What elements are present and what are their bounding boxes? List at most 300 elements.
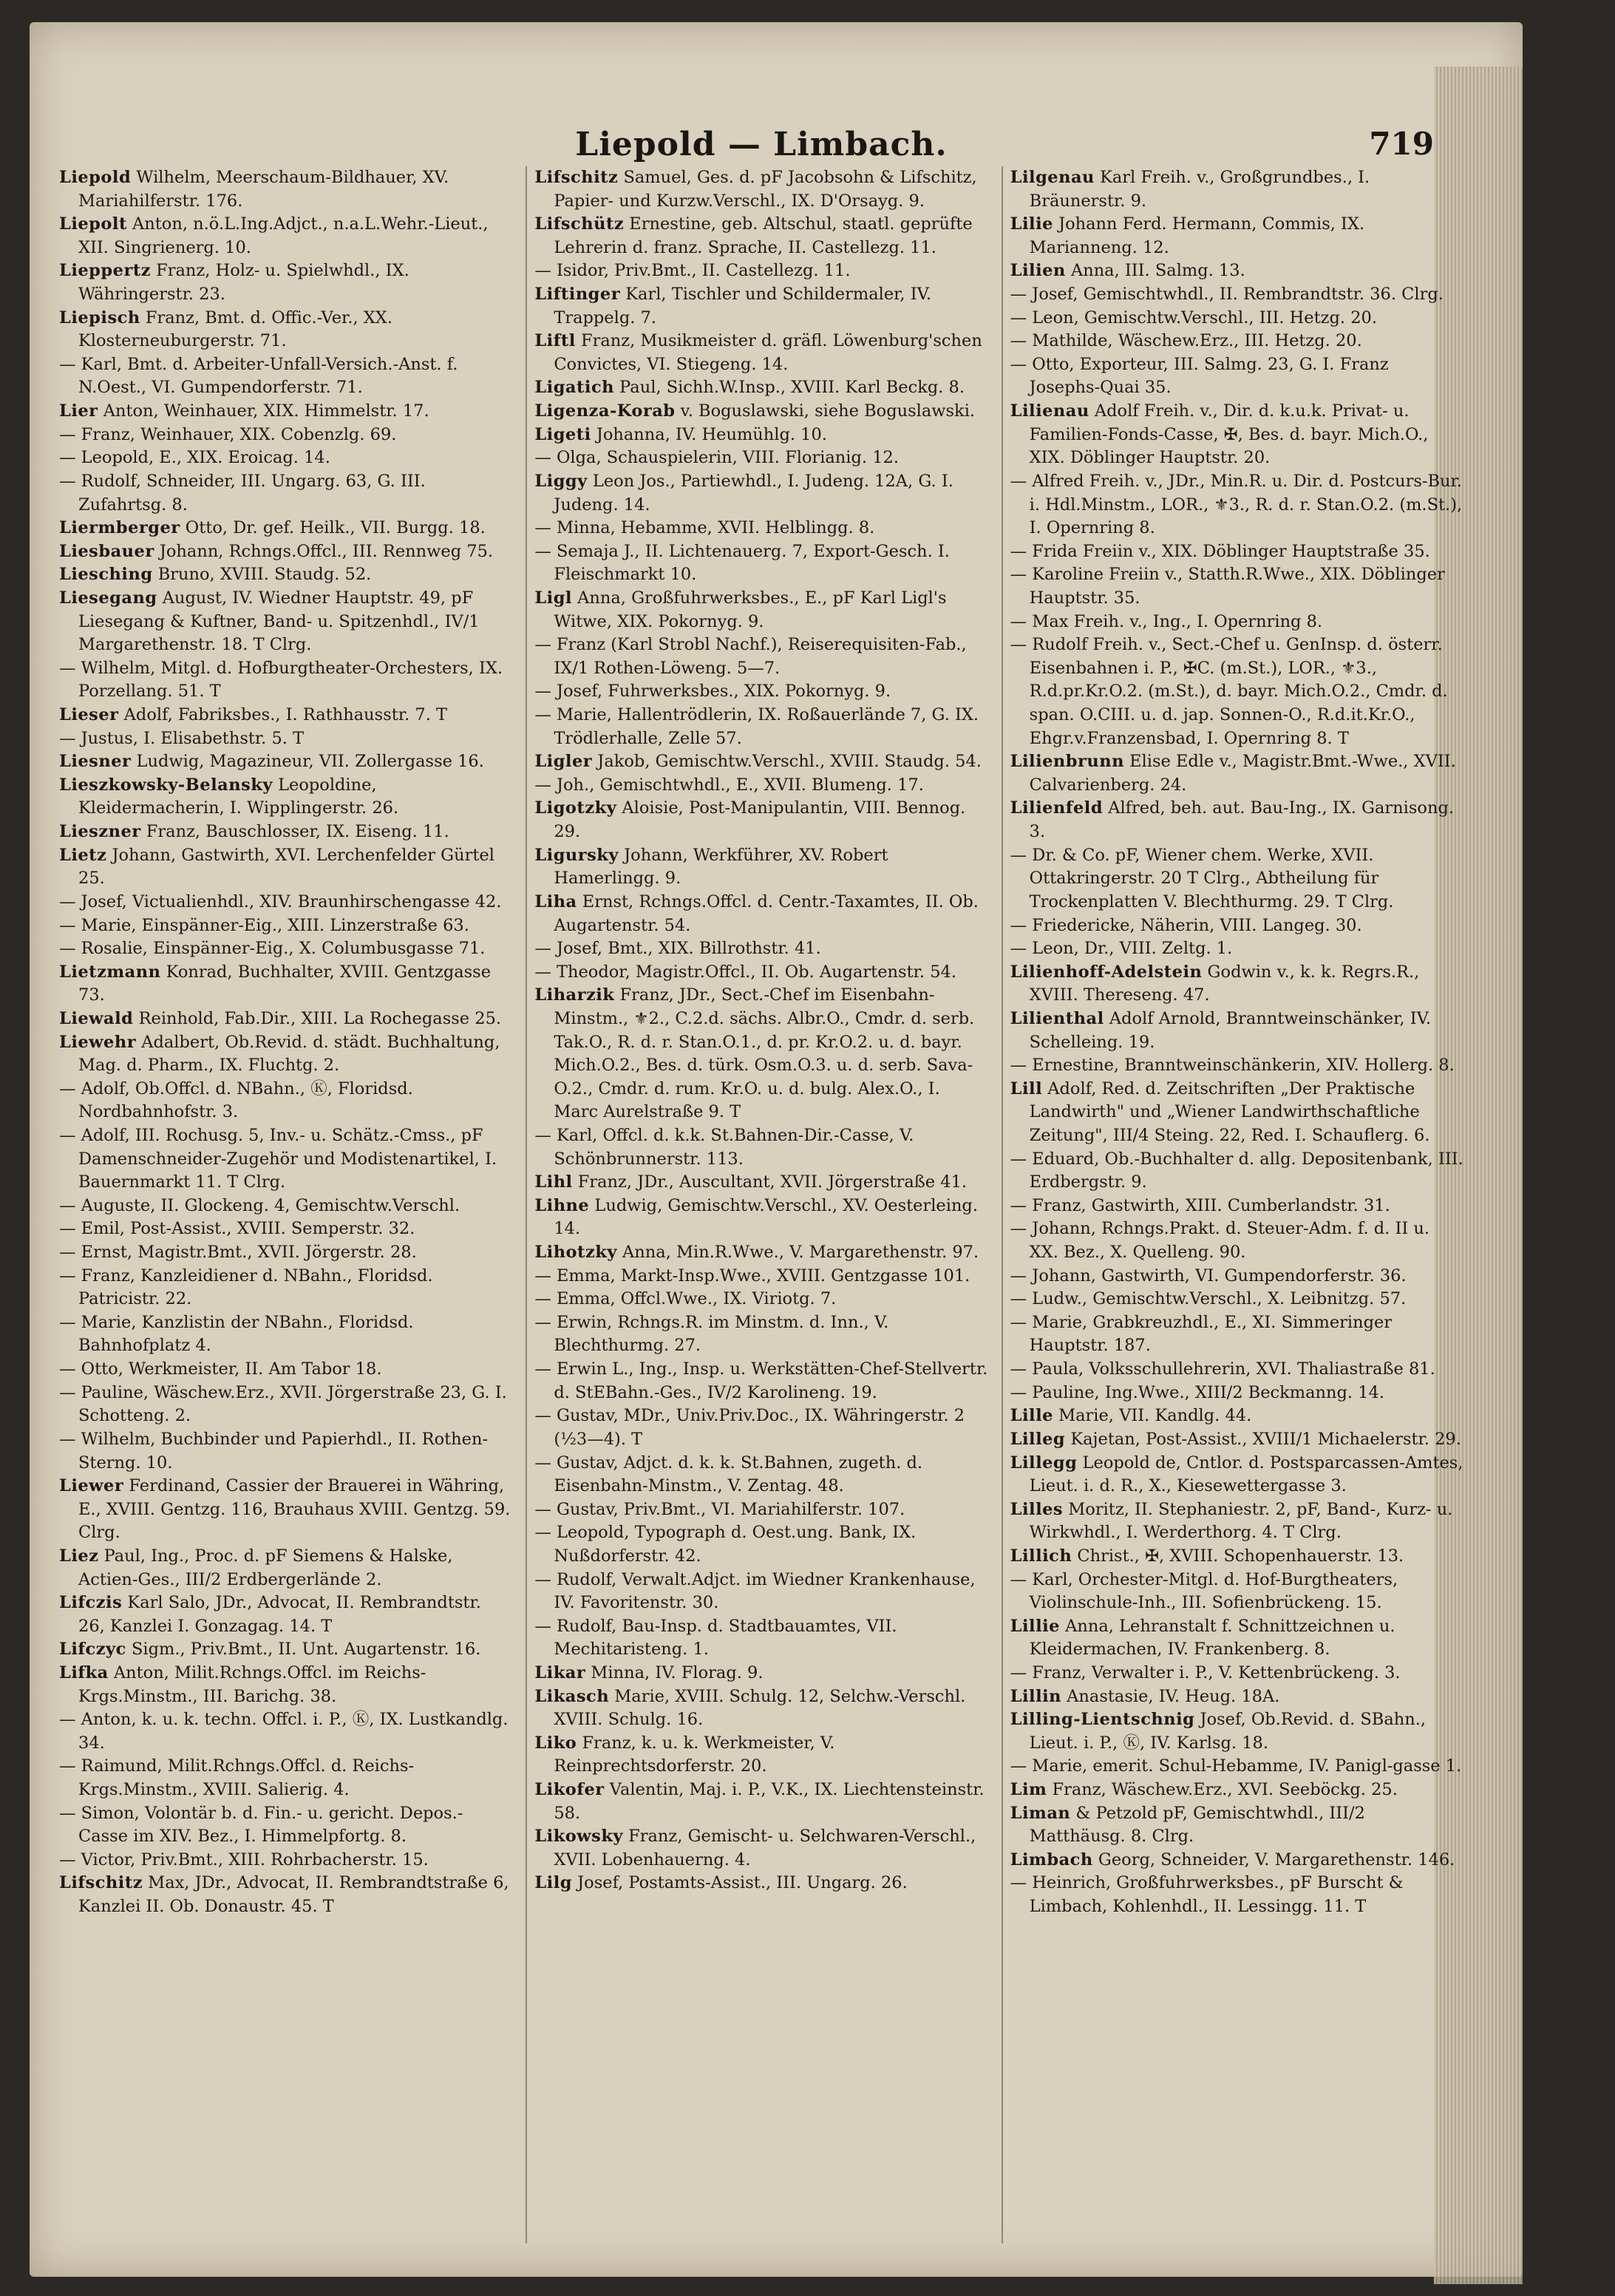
directory-entry — [1010, 750, 1463, 797]
directory-entry — [534, 1288, 987, 1311]
directory-entry — [59, 400, 512, 424]
directory-entry — [59, 750, 512, 774]
entry-details: — Leopold, E., XIX. Eroicag. 14. — [59, 448, 330, 468]
entry-surname: Lilles — [1010, 1499, 1064, 1519]
directory-entry — [1010, 540, 1463, 564]
entry-details: — Mathilde, Wäschew.Erz., III. Hetzg. 20. — [1010, 331, 1362, 351]
directory-entry — [1010, 914, 1463, 938]
directory-entry — [534, 984, 987, 1124]
directory-entry — [534, 446, 987, 470]
directory-entry — [59, 213, 512, 259]
entry-details: — Friedericke, Näherin, VIII. Langeg. 30. — [1010, 915, 1362, 935]
entry-details: Christ., ✠, XVIII. Schopenhauerstr. 13. — [1072, 1546, 1404, 1566]
entry-details: — Paula, Volksschullehrerin, XVI. Thaliastraße 81. — [1010, 1359, 1435, 1379]
entry-details: — Gustav, Adjct. d. k. k. St.Bahnen, zugeth. d. Eisenbahn-Minstm., V. Zentag. 48. — [534, 1453, 923, 1496]
directory-entry — [534, 470, 987, 517]
directory-entry — [1010, 307, 1463, 330]
directory-entry — [1010, 1428, 1463, 1452]
directory-entry — [59, 1545, 512, 1592]
directory-entry — [1010, 1708, 1463, 1755]
directory-entry — [534, 283, 987, 330]
entry-details: Anastasie, IV. Heug. 18A. — [1061, 1686, 1280, 1706]
entry-surname: Liha — [534, 891, 577, 911]
entry-details: — Franz, Weinhauer, XIX. Cobenzlg. 69. — [59, 424, 397, 444]
directory-entry — [59, 727, 512, 751]
entry-surname: Lietz — [59, 845, 107, 865]
directory-entry — [1010, 1265, 1463, 1288]
entry-details: Johanna, IV. Heumühlg. 10. — [591, 424, 827, 444]
entry-details: Anton, n.ö.L.Ing.Adjct., n.a.L.Wehr.-Lieut., XII. Singrienerg. 10. — [78, 214, 489, 257]
entry-details: — Josef, Gemischtwhdl., II. Rembrandtstr. 36. Clrg. — [1010, 285, 1444, 305]
entry-surname: Liesbauer — [59, 541, 154, 561]
entry-surname: Lilien — [1010, 261, 1066, 281]
directory-entry — [534, 704, 987, 750]
entry-details: August, IV. Wiedner Hauptstr. 49, pF Liesegang & Kuftner, Band- u. Spitzenhdl., IV/1 Margarethenstr. 18. T Clrg. — [78, 588, 480, 655]
directory-entry — [59, 1078, 512, 1124]
entry-details: Otto, Dr. gef. Heilk., VII. Burgg. 18. — [180, 518, 486, 538]
entry-details: — Josef, Victualienhdl., XIV. Braunhirschengasse 42. — [59, 891, 502, 911]
directory-entry — [1010, 1008, 1463, 1054]
directory-entry — [534, 1662, 987, 1685]
directory-entry — [59, 657, 512, 704]
entry-details: Adolf, Red. d. Zeitschriften „Der Praktische Landwirth" und „Wiener Landwirthschaftliche Zeitung", III/4 Steing. 22, Red. I. Schauflerg. 6. — [1029, 1079, 1430, 1145]
entry-surname: Lifczis — [59, 1593, 123, 1613]
directory-entry — [59, 424, 512, 447]
directory-entry — [1010, 611, 1463, 634]
entry-details: — Anton, k. u. k. techn. Offcl. i. P., Ⓚ, IX. Lustkandlg. 34. — [59, 1710, 509, 1753]
entry-details: Paul, Sichh.W.Insp., XVIII. Karl Beckg. 8. — [614, 378, 965, 398]
directory-entry — [534, 774, 987, 798]
entry-details: Anna, Großfuhrwerksbes., E., pF Karl Ligl's Witwe, XIX. Pokornyg. 9. — [554, 588, 947, 631]
column-right — [1002, 166, 1463, 2244]
entry-details: Elise Edle v., Magistr.Bmt.-Wwe., XVII. Calvarienberg. 24. — [1029, 752, 1456, 795]
directory-entry — [534, 1498, 987, 1522]
entry-details: — Eduard, Ob.-Buchhalter d. allg. Depositenbank, III. Erdbergstr. 9. — [1010, 1149, 1463, 1192]
entry-surname: Lifschitz — [59, 1873, 143, 1893]
directory-entry — [1010, 166, 1463, 213]
directory-entry — [59, 914, 512, 938]
entry-details: — Leopold, Typograph d. Oest.ung. Bank, IX. Nußdorferstr. 42. — [534, 1523, 917, 1566]
directory-entry — [534, 680, 987, 704]
directory-entry — [59, 1031, 512, 1078]
directory-entry — [534, 1685, 987, 1732]
entry-details: — Heinrich, Großfuhrwerksbes., pF Burscht & Limbach, Kohlenhdl., II. Lessingg. 11. T — [1010, 1873, 1404, 1917]
entry-details: Adolf Freih. v., Dir. d. k.u.k. Privat- u. Familien-Fonds-Casse, ✠, Bes. d. bayr. Mich.O., XIX. Döblinger Hauptstr. 20. — [1029, 401, 1429, 468]
entry-details: — Theodor, Magistr.Offcl., II. Ob. Augartenstr. 54. — [534, 962, 956, 982]
entry-details: Adolf, Fabriksbes., I. Rathhausstr. 7. T — [118, 705, 448, 725]
entry-surname: Lim — [1010, 1780, 1047, 1800]
directory-entry — [59, 1311, 512, 1358]
entry-details: Leopoldine, Kleidermacherin, I. Wipplingerstr. 26. — [78, 775, 399, 818]
entry-details: Franz, Wäschew.Erz., XVI. Seeböckg. 25. — [1047, 1780, 1398, 1800]
directory-entry — [1010, 844, 1463, 914]
entry-surname: Liesegang — [59, 588, 157, 608]
entry-details: — Emma, Offcl.Wwe., IX. Viriotg. 7. — [534, 1289, 837, 1309]
entry-details: — Pauline, Ing.Wwe., XIII/2 Beckmanng. 14. — [1010, 1382, 1384, 1402]
entry-details: Karl Salo, JDr., Advocat, II. Rembrandtstr. 26, Kanzlei I. Gonzagag. 14. T — [78, 1593, 481, 1636]
entry-surname: Lihne — [534, 1195, 590, 1215]
directory-entry — [1010, 1849, 1463, 1872]
entry-details: — Leon, Gemischtw.Verschl., III. Hetzg. 20. — [1010, 308, 1377, 327]
entry-surname: Liman — [1010, 1803, 1071, 1823]
directory-entry — [59, 1755, 512, 1801]
entry-details: — Josef, Fuhrwerksbes., XIX. Pokornyg. 9. — [534, 682, 891, 702]
directory-entry — [1010, 1405, 1463, 1428]
page-number: 719 — [1369, 126, 1434, 162]
directory-entry — [1010, 1054, 1463, 1078]
directory-entry — [59, 844, 512, 891]
entry-surname: Lihl — [534, 1172, 573, 1192]
entry-surname: Ligler — [534, 752, 593, 772]
entry-surname: Lilling-Lientschnig — [1010, 1710, 1195, 1730]
entry-details: Karl Freih. v., Großgrundbes., I. Bräunerstr. 9. — [1029, 168, 1370, 211]
entry-surname: Liesching — [59, 565, 153, 585]
directory-entry — [59, 1475, 512, 1545]
entry-details: — Josef, Bmt., XIX. Billrothstr. 41. — [534, 939, 821, 959]
directory-entry — [1010, 937, 1463, 961]
entry-surname: Lilienhoff-Adelstein — [1010, 962, 1203, 982]
entry-surname: Lifschitz — [534, 168, 619, 187]
directory-entry — [534, 400, 987, 424]
directory-entry — [534, 1405, 987, 1451]
entry-details: Johann Ferd. Hermann, Commis, IX. Marianneng. 12. — [1029, 214, 1365, 257]
directory-entry — [59, 704, 512, 727]
directory-entry — [59, 1802, 512, 1849]
directory-entry — [1010, 1615, 1463, 1662]
directory-entry — [534, 1171, 987, 1195]
entry-details: Georg, Schneider, V. Margarethenstr. 146. — [1092, 1850, 1455, 1869]
entry-surname: Liggy — [534, 471, 588, 491]
entry-details: Franz, k. u. k. Werkmeister, V. Reinprechtsdorferstr. 20. — [554, 1733, 835, 1776]
entry-details: — Marie, Grabkreuzhdl., E., XI. Simmeringer Hauptstr. 187. — [1010, 1312, 1393, 1356]
entry-details: — Johann, Gastwirth, VI. Gumpendorferstr. 36. — [1010, 1266, 1407, 1285]
directory-entry — [1010, 213, 1463, 259]
entry-details: — Rudolf, Verwalt.Adjct. im Wiedner Krankenhause, IV. Favoritenstr. 30. — [534, 1569, 976, 1613]
entry-details: — Raimund, Milit.Rchngs.Offcl. d. Reichs-Krgs.Minstm., XVIII. Salierig. 4. — [59, 1756, 415, 1800]
entry-details: — Alfred Freih. v., JDr., Min.R. u. Dir. d. Postcurs-Bur. i. Hdl.Minstm., LOR., ⚜3., R. d. r. Stan.O.2. (m.St.), I. Opernring 8. — [1010, 471, 1463, 538]
entry-surname: Ligl — [534, 588, 572, 608]
directory-entry — [1010, 563, 1463, 610]
directory-entry — [534, 891, 987, 937]
entry-details: — Rosalie, Einspänner-Eig., X. Columbusgasse 71. — [59, 939, 486, 959]
directory-entry — [534, 540, 987, 587]
directory-entry — [59, 563, 512, 587]
directory-entry — [534, 961, 987, 985]
entry-surname: Lilienfeld — [1010, 798, 1104, 818]
directory-entry — [59, 540, 512, 564]
entry-surname: Liftinger — [534, 285, 621, 305]
entry-details: Bruno, XVIII. Staudg. 52. — [152, 565, 372, 585]
entry-details: — Marie, emerit. Schul-Hebamme, IV. Panigl-gasse 1. — [1010, 1756, 1462, 1776]
entry-surname: Liewehr — [59, 1032, 137, 1052]
entry-details: — Adolf, Ob.Offcl. d. NBahn., Ⓚ, Floridsd. Nordbahnhofstr. 3. — [59, 1079, 413, 1122]
directory-entry — [1010, 283, 1463, 307]
entry-details: Franz, Bmt. d. Offic.-Ver., XX. Klosterneuburgerstr. 71. — [78, 308, 392, 351]
entry-details: — Isidor, Priv.Bmt., II. Castellezg. 11. — [534, 261, 851, 281]
entry-details: Wilhelm, Meerschaum-Bildhauer, XV. Mariahilferstr. 176. — [78, 168, 449, 211]
entry-surname: Liharzik — [534, 985, 615, 1005]
directory-page — [30, 22, 1523, 2277]
entry-surname: Likasch — [534, 1686, 610, 1706]
entry-details: Anna, Lehranstalt f. Schnittzeichnen u. Kleidermachen, IV. Frankenberg. 8. — [1029, 1616, 1395, 1660]
directory-entry — [534, 750, 987, 774]
entry-details: — Frida Freiin v., XIX. Döblinger Hauptstraße 35. — [1010, 541, 1430, 561]
directory-entry — [59, 587, 512, 657]
directory-entry — [59, 353, 512, 400]
entry-details: — Karl, Offcl. d. k.k. St.Bahnen-Dir.-Casse, V. Schönbrunnerstr. 113. — [534, 1125, 914, 1169]
entry-details: — Ludw., Gemischtw.Verschl., X. Leibnitzg. 57. — [1010, 1289, 1407, 1309]
directory-entry — [1010, 961, 1463, 1008]
directory-entry — [1010, 353, 1463, 400]
entry-details: — Marie, Kanzlistin der NBahn., Floridsd. Bahnhofplatz 4. — [59, 1312, 414, 1356]
directory-entry — [534, 376, 987, 400]
entry-surname: Lilienau — [1010, 401, 1089, 421]
entry-details: — Franz, Kanzleidiener d. NBahn., Floridsd. Patricistr. 22. — [59, 1266, 433, 1309]
entry-details: — Erwin, Rchngs.R. im Minstm. d. Inn., V. Blechthurmg. 27. — [534, 1312, 889, 1356]
directory-entry — [1010, 1452, 1463, 1498]
entry-surname: Liepold — [59, 168, 132, 187]
directory-entry — [1010, 1288, 1463, 1311]
directory-entry — [59, 1241, 512, 1265]
directory-entry — [59, 1638, 512, 1662]
entry-details: v. Boguslawski, siehe Boguslawski. — [675, 401, 976, 421]
entry-details: — Pauline, Wäschew.Erz., XVII. Jörgerstraße 23, G. I. Schotteng. 2. — [59, 1382, 507, 1426]
entry-details: — Marie, Hallentrödlerin, IX. Roßauerlände 7, G. IX. Trödlerhalle, Zelle 57. — [534, 705, 979, 748]
entry-surname: Liftl — [534, 331, 576, 351]
directory-entry — [59, 1008, 512, 1031]
entry-details: & Petzold pF, Gemischtwhdl., III/2 Matthäusg. 8. Clrg. — [1029, 1803, 1365, 1847]
directory-entry — [59, 1195, 512, 1218]
directory-entry — [1010, 1755, 1463, 1779]
directory-entry — [534, 634, 987, 680]
directory-entry — [59, 1849, 512, 1872]
entry-details: Leopold de, Cntlor. d. Postsparcassen-Amtes, Lieut. i. d. R., X., Kiesewettergasse 3. — [1029, 1453, 1463, 1496]
entry-details: Anna, Min.R.Wwe., V. Margarethenstr. 97. — [616, 1243, 979, 1263]
entry-details: — Joh., Gemischtwhdl., E., XVII. Blumeng. 17. — [534, 775, 924, 795]
entry-details: Johann, Rchngs.Offcl., III. Rennweg 75. — [154, 541, 494, 561]
entry-details: Adolf Arnold, Branntweinschänker, IV. Schelleing. 19. — [1029, 1008, 1432, 1052]
entry-details: Ernst, Rchngs.Offcl. d. Centr.-Taxamtes, II. Ob. Augartenstr. 54. — [554, 891, 979, 935]
entry-details: Reinhold, Fab.Dir., XIII. La Rochegasse 25. — [133, 1008, 502, 1028]
directory-entry — [534, 1265, 987, 1288]
entry-details: Marie, VII. Kandlg. 44. — [1053, 1406, 1252, 1426]
directory-entry — [534, 166, 987, 213]
entry-details: Jakob, Gemischtw.Verschl., XVIII. Staudg. 54. — [592, 752, 982, 772]
directory-entry — [1010, 1545, 1463, 1569]
directory-entry — [1010, 1779, 1463, 1802]
entry-details: — Franz, Verwalter i. P., V. Kettenbrückeng. 3. — [1010, 1663, 1401, 1682]
entry-details: Franz, Bauschlosser, IX. Eiseng. 11. — [140, 822, 449, 842]
entry-surname: Lieser — [59, 705, 119, 725]
entry-details: — Max Freih. v., Ing., I. Opernring 8. — [1010, 611, 1323, 631]
directory-entry — [1010, 1569, 1463, 1615]
directory-entry — [1010, 1685, 1463, 1709]
entry-surname: Ligatich — [534, 378, 615, 398]
entry-details: Kajetan, Post-Assist., XVIII/1 Michaelerstr. 29. — [1065, 1429, 1461, 1449]
entry-details: Ernestine, geb. Altschul, staatl. geprüfte Lehrerin d. franz. Sprache, II. Castellezg. 11. — [554, 214, 973, 257]
entry-surname: Lier — [59, 401, 98, 421]
entry-surname: Lillin — [1010, 1686, 1062, 1706]
directory-entry — [534, 587, 987, 634]
directory-entry — [59, 891, 512, 914]
entry-surname: Likowsky — [534, 1827, 623, 1847]
entry-surname: Liewald — [59, 1008, 134, 1028]
entry-details: Minna, IV. Florag. 9. — [585, 1663, 764, 1682]
entry-surname: Likofer — [534, 1780, 605, 1800]
entry-details: Paul, Ing., Proc. d. pF Siemens & Halske, Actien-Ges., III/2 Erdbergerlände 2. — [78, 1546, 453, 1589]
entry-details: — Gustav, MDr., Univ.Priv.Doc., IX. Währingerstr. 2 (½3—4). T — [534, 1406, 965, 1449]
directory-entry — [534, 424, 987, 447]
directory-entry — [534, 1569, 987, 1615]
directory-entry — [1010, 470, 1463, 540]
directory-entry — [1010, 1078, 1463, 1148]
directory-entry — [1010, 797, 1463, 843]
directory-entry — [534, 1311, 987, 1358]
directory-entry — [1010, 1195, 1463, 1218]
directory-entry — [1010, 259, 1463, 283]
running-title: Liepold — Limbach. — [575, 126, 948, 163]
directory-entry — [534, 517, 987, 540]
entry-details: — Adolf, III. Rochusg. 5, Inv.- u. Schätz.-Cmss., pF Damenschneider-Zugehör und Modistenartikel, I. Bauernmarkt 11. T Clrg. — [59, 1125, 497, 1192]
directory-entry — [534, 1521, 987, 1568]
entry-surname: Lilie — [1010, 214, 1053, 234]
directory-columns — [59, 166, 1463, 2244]
directory-entry — [534, 937, 987, 961]
directory-entry — [59, 1217, 512, 1241]
directory-entry — [59, 821, 512, 844]
directory-entry — [59, 1358, 512, 1382]
entry-details: Alfred, beh. aut. Bau-Ing., IX. Garnisong. 3. — [1029, 798, 1455, 842]
entry-details: — Semaja J., II. Lichtenauerg. 7, Export-Gesch. I. Fleischmarkt 10. — [534, 541, 950, 585]
directory-entry — [1010, 1358, 1463, 1382]
entry-details: Josef, Postamts-Assist., III. Ungarg. 26. — [571, 1873, 908, 1893]
directory-entry — [1010, 1498, 1463, 1545]
directory-entry — [59, 1382, 512, 1428]
page-header — [59, 96, 1463, 163]
directory-entry — [59, 307, 512, 353]
entry-details: — Rudolf Freih. v., Sect.-Chef u. GenInsp. d. österr. Eisenbahnen i. P., ✠C. (m.St.), LOR., ⚜3., R.d.pr.Kr.O.2. (m.St.), d. bayr. Mich.O.2., Cmdr. d. span. O.CIII. u. d. jap. Sonnen-O., R.d.it.Kr.O., Ehgr.v.Franzensbad, I. Opernring 8. T — [1010, 635, 1448, 748]
entry-surname: Limbach — [1010, 1850, 1093, 1869]
entry-surname: Lieppertz — [59, 261, 151, 281]
directory-entry — [1010, 400, 1463, 470]
entry-surname: Lilg — [534, 1873, 572, 1893]
directory-entry — [534, 1241, 987, 1265]
entry-details: — Emma, Markt-Insp.Wwe., XVIII. Gentzgasse 101. — [534, 1266, 970, 1285]
entry-surname: Lihotzky — [534, 1243, 617, 1263]
directory-entry — [59, 961, 512, 1008]
entry-details: Godwin v., k. k. Regrs.R., XVIII. Thereseng. 47. — [1029, 962, 1420, 1005]
entry-surname: Lieszkowsky-Belansky — [59, 775, 273, 795]
entry-details: — Minna, Hebamme, XVII. Helblingg. 8. — [534, 518, 875, 538]
directory-entry — [534, 1779, 987, 1825]
entry-surname: Liewer — [59, 1476, 124, 1496]
entry-details: — Gustav, Priv.Bmt., VI. Mariahilferstr. 107. — [534, 1499, 905, 1519]
entry-details: Sigm., Priv.Bmt., II. Unt. Augartenstr. 16. — [126, 1640, 481, 1660]
directory-entry — [534, 330, 987, 376]
directory-entry — [1010, 1217, 1463, 1264]
entry-surname: Liko — [534, 1733, 577, 1753]
directory-entry — [1010, 330, 1463, 353]
entry-details: — Dr. & Co. pF, Wiener chem. Werke, XVII. Ottakringerstr. 20 T Clrg., Abtheilung für Trockenplatten V. Blechthurmg. 29. T Clrg. — [1010, 845, 1394, 911]
entry-details: Samuel, Ges. d. pF Jacobsohn & Lifschitz, Papier- und Kurzw.Verschl., IX. D'Orsayg. 9. — [554, 168, 977, 211]
directory-entry — [59, 166, 512, 213]
entry-surname: Lillegg — [1010, 1453, 1078, 1473]
entry-surname: Ligursky — [534, 845, 619, 865]
entry-details: Marie, XVIII. Schulg. 12, Selchw.-Verschl. XVIII. Schulg. 16. — [554, 1686, 966, 1730]
entry-surname: Lillie — [1010, 1616, 1060, 1636]
directory-entry — [1010, 1662, 1463, 1685]
entry-details: Valentin, Maj. i. P., V.K., IX. Liechtensteinstr. 58. — [554, 1780, 985, 1823]
entry-details: — Karl, Orchester-Mitgl. d. Hof-Burgtheaters, Violinschule-Inh., III. Sofienbrückeng. 15. — [1010, 1569, 1398, 1613]
directory-entry — [534, 797, 987, 843]
entry-surname: Ligeti — [534, 424, 591, 444]
directory-entry — [59, 1428, 512, 1475]
entry-surname: Lille — [1010, 1406, 1053, 1426]
entry-details: — Olga, Schauspielerin, VIII. Florianig. 12. — [534, 448, 899, 468]
directory-entry — [59, 774, 512, 821]
entry-details: Anna, III. Salmg. 13. — [1065, 261, 1245, 281]
directory-entry — [534, 1825, 987, 1872]
entry-surname: Lietzmann — [59, 962, 161, 982]
entry-details: Konrad, Buchhalter, XVIII. Gentzgasse 73. — [78, 962, 492, 1005]
entry-details: — Otto, Werkmeister, II. Am Tabor 18. — [59, 1359, 382, 1379]
entry-details: — Johann, Rchngs.Prakt. d. Steuer-Adm. f. d. II u. XX. Bez., X. Quelleng. 90. — [1010, 1219, 1430, 1263]
directory-entry — [534, 1195, 987, 1241]
entry-details: — Erwin L., Ing., Insp. u. Werkstätten-Chef-Stellvertr. d. StEBahn.-Ges., IV/2 Karolineng. 19. — [534, 1359, 988, 1402]
entry-details: — Emil, Post-Assist., XVIII. Semperstr. 32. — [59, 1219, 415, 1239]
entry-details: Ludwig, Gemischtw.Verschl., XV. Oesterleing. 14. — [554, 1195, 978, 1239]
entry-details: — Karoline Freiin v., Statth.R.Wwe., XIX. Döblinger Hauptstr. 35. — [1010, 565, 1445, 608]
entry-details: Ludwig, Magazineur, VII. Zollergasse 16. — [131, 752, 484, 772]
column-middle — [526, 166, 987, 2244]
directory-entry — [59, 259, 512, 306]
entry-details: — Wilhelm, Buchbinder und Papierhdl., II. Rothen-Sterng. 10. — [59, 1429, 489, 1473]
entry-details: — Wilhelm, Mitgl. d. Hofburgtheater-Orchesters, IX. Porzellang. 51. T — [59, 658, 503, 702]
entry-details: Josef, Ob.Revid. d. SBahn., Lieut. i. P., Ⓚ, IV. Karlsg. 18. — [1029, 1710, 1427, 1753]
entry-details: — Franz (Karl Strobl Nachf.), Reiserequisiten-Fab., IX/1 Rothen-Löweng. 5—7. — [534, 635, 967, 678]
directory-entry — [59, 937, 512, 961]
entry-surname: Liermberger — [59, 518, 180, 538]
directory-entry — [59, 446, 512, 470]
directory-entry — [534, 1358, 987, 1405]
entry-details: Franz, Musikmeister d. gräfl. Löwenburg'schen Convictes, VI. Stiegeng. 14. — [554, 331, 982, 374]
entry-details: Aloisie, Post-Manipulantin, VIII. Bennog. 29. — [554, 798, 966, 842]
entry-details: Moritz, II. Stephaniestr. 2, pF, Band-, Kurz- u. Wirkwhdl., I. Werderthorg. 4. T Clrg. — [1029, 1499, 1453, 1543]
entry-details: Leon Jos., Partiewhdl., I. Judeng. 12A, G. I. Judeng. 14. — [554, 471, 953, 514]
directory-entry — [59, 1124, 512, 1195]
entry-surname: Lillich — [1010, 1546, 1072, 1566]
entry-details: Anton, Weinhauer, XIX. Himmelstr. 17. — [98, 401, 429, 421]
directory-entry — [1010, 1311, 1463, 1358]
entry-details: Franz, Gemischt- u. Selchwaren-Verschl., XVII. Lobenhauerng. 4. — [554, 1827, 976, 1869]
entry-details: — Ernestine, Branntweinschänkerin, XIV. Hollerg. 8. — [1010, 1056, 1455, 1076]
directory-entry — [534, 213, 987, 259]
directory-entry — [59, 1708, 512, 1755]
entry-details: Franz, Holz- u. Spielwhdl., IX. Währingerstr. 23. — [78, 261, 409, 305]
entry-surname: Lilienbrunn — [1010, 752, 1124, 772]
directory-entry — [59, 1592, 512, 1638]
entry-surname: Liesner — [59, 752, 132, 772]
entry-surname: Liez — [59, 1546, 99, 1566]
entry-details: — Otto, Exporteur, III. Salmg. 23, G. I. Franz Josephs-Quai 35. — [1010, 354, 1389, 398]
directory-entry — [534, 844, 987, 891]
directory-entry — [534, 1872, 987, 1895]
directory-entry — [534, 1452, 987, 1498]
entry-surname: Lilienthal — [1010, 1008, 1104, 1028]
entry-details: — Karl, Bmt. d. Arbeiter-Unfall-Versich.-Anst. f. N.Oest., VI. Gumpendorferstr. 71. — [59, 354, 458, 398]
entry-details: — Marie, Einspänner-Eig., XIII. Linzerstraße 63. — [59, 915, 469, 935]
directory-entry — [59, 1265, 512, 1311]
